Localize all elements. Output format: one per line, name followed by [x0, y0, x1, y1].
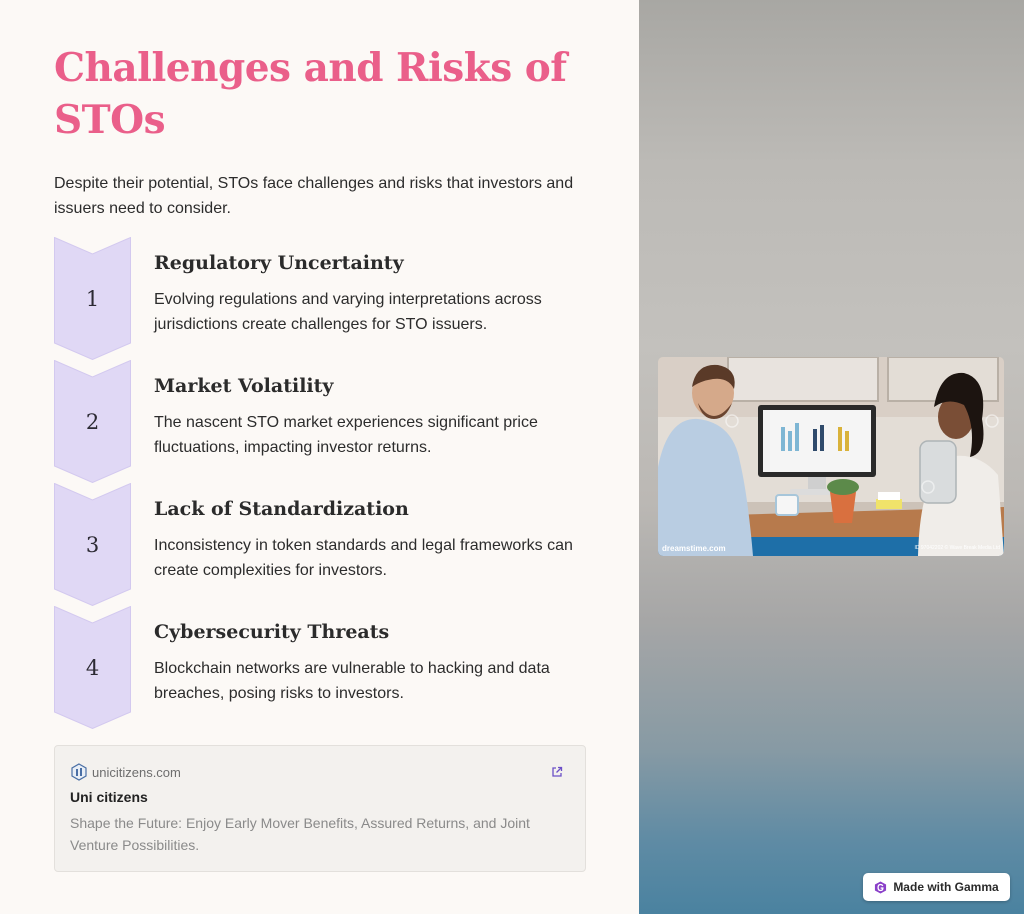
step-item [54, 483, 614, 606]
made-with-gamma-badge[interactable] [863, 873, 1010, 901]
step-description: The nascent STO market experiences significant price fluctuations, impacting investor returns. [154, 414, 538, 456]
step-description: Inconsistency in token standards and legal frameworks can create complexities for investors. [154, 537, 573, 579]
step-description: Evolving regulations and varying interpretations across jurisdictions create challenges for STO issuers. [154, 291, 542, 333]
card-title: Uni citizens [70, 789, 148, 805]
step-title: Regulatory Uncertainty [154, 252, 404, 274]
step-item [54, 237, 614, 360]
site-logo-icon [70, 763, 88, 781]
step-number: 1 [85, 286, 100, 311]
step-description: Blockchain networks are vulnerable to hacking and data breaches, posing risks to investors. [154, 660, 550, 702]
office-meeting-photo [658, 357, 1004, 556]
step-item [54, 360, 614, 483]
steps-list [54, 237, 614, 729]
photo-watermark-left: dreamstime.com [662, 544, 726, 553]
card-description: Shape the Future: Enjoy Early Mover Benefits, Assured Returns, and Joint Venture Possibilities. [70, 815, 530, 853]
intro-text: Despite their potential, STOs face challenges and risks that investors and issuers need to consider. [54, 175, 574, 217]
photo-watermark-right: ID 97042202 © Wave Break Media Ltd [914, 545, 1000, 551]
step-title: Lack of Standardization [154, 498, 409, 520]
step-title: Market Volatility [154, 375, 334, 397]
card-site-domain: unicitizens.com [92, 764, 181, 780]
step-number: 4 [85, 655, 100, 680]
step-number: 3 [85, 532, 100, 557]
step-item [54, 606, 614, 729]
link-preview-card[interactable] [54, 745, 586, 872]
image-panel [639, 0, 1024, 914]
external-link-icon[interactable] [551, 766, 563, 778]
badge-label: Made with Gamma [893, 880, 999, 894]
step-title: Cybersecurity Threats [154, 621, 390, 643]
gamma-logo-icon [874, 881, 887, 894]
step-number: 2 [85, 409, 100, 434]
card-site-row [70, 763, 181, 781]
page-title: Challenges and Risks of STOs [54, 45, 567, 143]
